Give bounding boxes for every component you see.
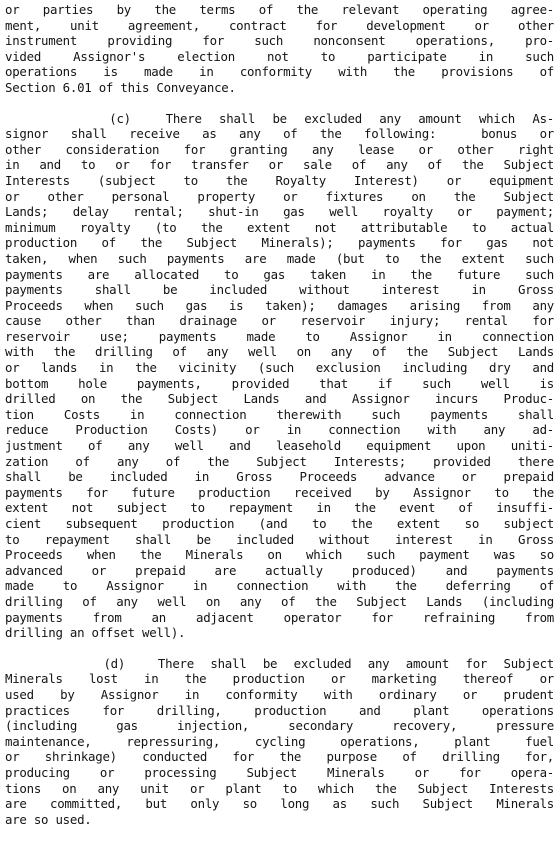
text-line: Interests (subject to the Royalty Interest) or equipment bbox=[5, 172, 554, 188]
text-line: or lands in the vicinity (such exclusion including dry and bbox=[5, 360, 554, 376]
text-line: to repayment shall be included without interest in Gross bbox=[5, 531, 554, 547]
text-line: justment of any well and leasehold equipment upon uniti- bbox=[5, 438, 554, 454]
text-line: with the drilling of any well on any of the Subject Lands bbox=[5, 344, 554, 360]
text-line: (d) There shall be excluded any amount for Subject bbox=[5, 655, 554, 671]
text-line: production of the Subject Minerals); payments for gas not bbox=[5, 235, 554, 251]
text-line: maintenance, repressuring, cycling operations, plant fuel bbox=[5, 733, 554, 749]
text-line: cient subsequent production (and to the extent so subject bbox=[5, 516, 554, 531]
text-line: drilled on the Subject Lands and Assignor incurs Produc- bbox=[5, 391, 554, 407]
text-line: tions on any unit or plant to which the Subject Interests bbox=[5, 780, 554, 796]
text-line: are so used. bbox=[5, 811, 92, 827]
text-line: or shrinkage) conducted for the purpose of drilling for, bbox=[5, 749, 554, 765]
text-line: extent not subject to repayment in the event of insuffi- bbox=[5, 500, 554, 516]
text-line: Proceeds when such gas is taken); damages arising from any bbox=[5, 297, 554, 313]
text-line: other consideration for granting any lease or other right bbox=[5, 141, 554, 157]
text-line: Lands; delay rental; shut-in gas well royalty or payment; bbox=[5, 204, 554, 220]
text-line: payments are allocated to gas taken in the future such bbox=[5, 266, 554, 282]
text-line: payments from an adjacent operator for refraining from bbox=[5, 609, 554, 625]
text-line: (c) There shall be excluded any amount which As- bbox=[5, 110, 554, 126]
text-line: cause other than drainage or reservoir injury; rental for bbox=[5, 313, 554, 329]
text-line: Section 6.01 of this Conveyance. bbox=[5, 79, 236, 95]
text-line: practices for drilling, production and plant operations bbox=[5, 702, 554, 718]
text-line: producing or processing Subject Minerals or for opera- bbox=[5, 764, 554, 780]
text-line: shall be included in Gross Proceeds advance or prepaid bbox=[5, 469, 554, 485]
text-line: vided Assignor's election not to participate in such bbox=[5, 48, 554, 64]
text-line: payments for future production received by Assignor to the bbox=[5, 484, 554, 500]
text-line: drilling an offset well). bbox=[5, 625, 186, 641]
text-line: minimum royalty (to the extent not attributable to actual bbox=[5, 219, 554, 235]
paragraph-c bbox=[5, 111, 554, 641]
text-line: bottom hole payments, provided that if such well is bbox=[5, 375, 554, 391]
text-line: Proceeds when the Minerals on which such payment was so bbox=[5, 547, 554, 563]
text-line: in and to or for transfer or sale of any of the Subject bbox=[5, 157, 554, 173]
text-line: drilling of any well on any of the Subject Lands (including bbox=[5, 593, 554, 609]
text-line: ment, unit agreement, contract for development or other bbox=[5, 17, 554, 33]
text-line: Minerals lost in the production or marketing thereof or bbox=[5, 671, 554, 687]
text-line: tion Costs in connection therewith such payments shall bbox=[5, 406, 554, 422]
text-line: (including gas injection, secondary recovery, pressure bbox=[5, 718, 554, 734]
text-line: reduce Production Costs) or in connection with any ad- bbox=[5, 422, 554, 438]
paragraph-gap bbox=[5, 96, 554, 111]
text-line: payments shall be included without interest in Gross bbox=[5, 282, 554, 298]
text-line: are committed, but only so long as such Subject Minerals bbox=[5, 796, 554, 812]
paragraph-d bbox=[5, 656, 554, 828]
text-line: operations is made in conformity with the provisions of bbox=[5, 64, 554, 80]
text-line: zation of any of the Subject Interests; provided there bbox=[5, 453, 554, 469]
text-line: used by Assignor in conformity with ordinary or prudent bbox=[5, 686, 554, 702]
text-line: made to Assignor in connection with the deferring of bbox=[5, 578, 554, 594]
text-line: taken, when such payments are made (but to the extent such bbox=[5, 250, 554, 266]
text-line: or other personal property or fixtures on the Subject bbox=[5, 188, 554, 204]
paragraph-continuation bbox=[5, 2, 554, 96]
text-line: or parties by the terms of the relevant operating agree- bbox=[5, 2, 554, 17]
text-line: signor shall receive as any of the following: bonus or bbox=[5, 126, 554, 142]
text-line: advanced or prepaid are actually produced) and payments bbox=[5, 562, 554, 578]
text-line: reservoir use; payments made to Assignor in connection bbox=[5, 328, 554, 344]
text-line: instrument providing for such nonconsent operations, pro- bbox=[5, 33, 554, 49]
paragraph-gap bbox=[5, 641, 554, 656]
